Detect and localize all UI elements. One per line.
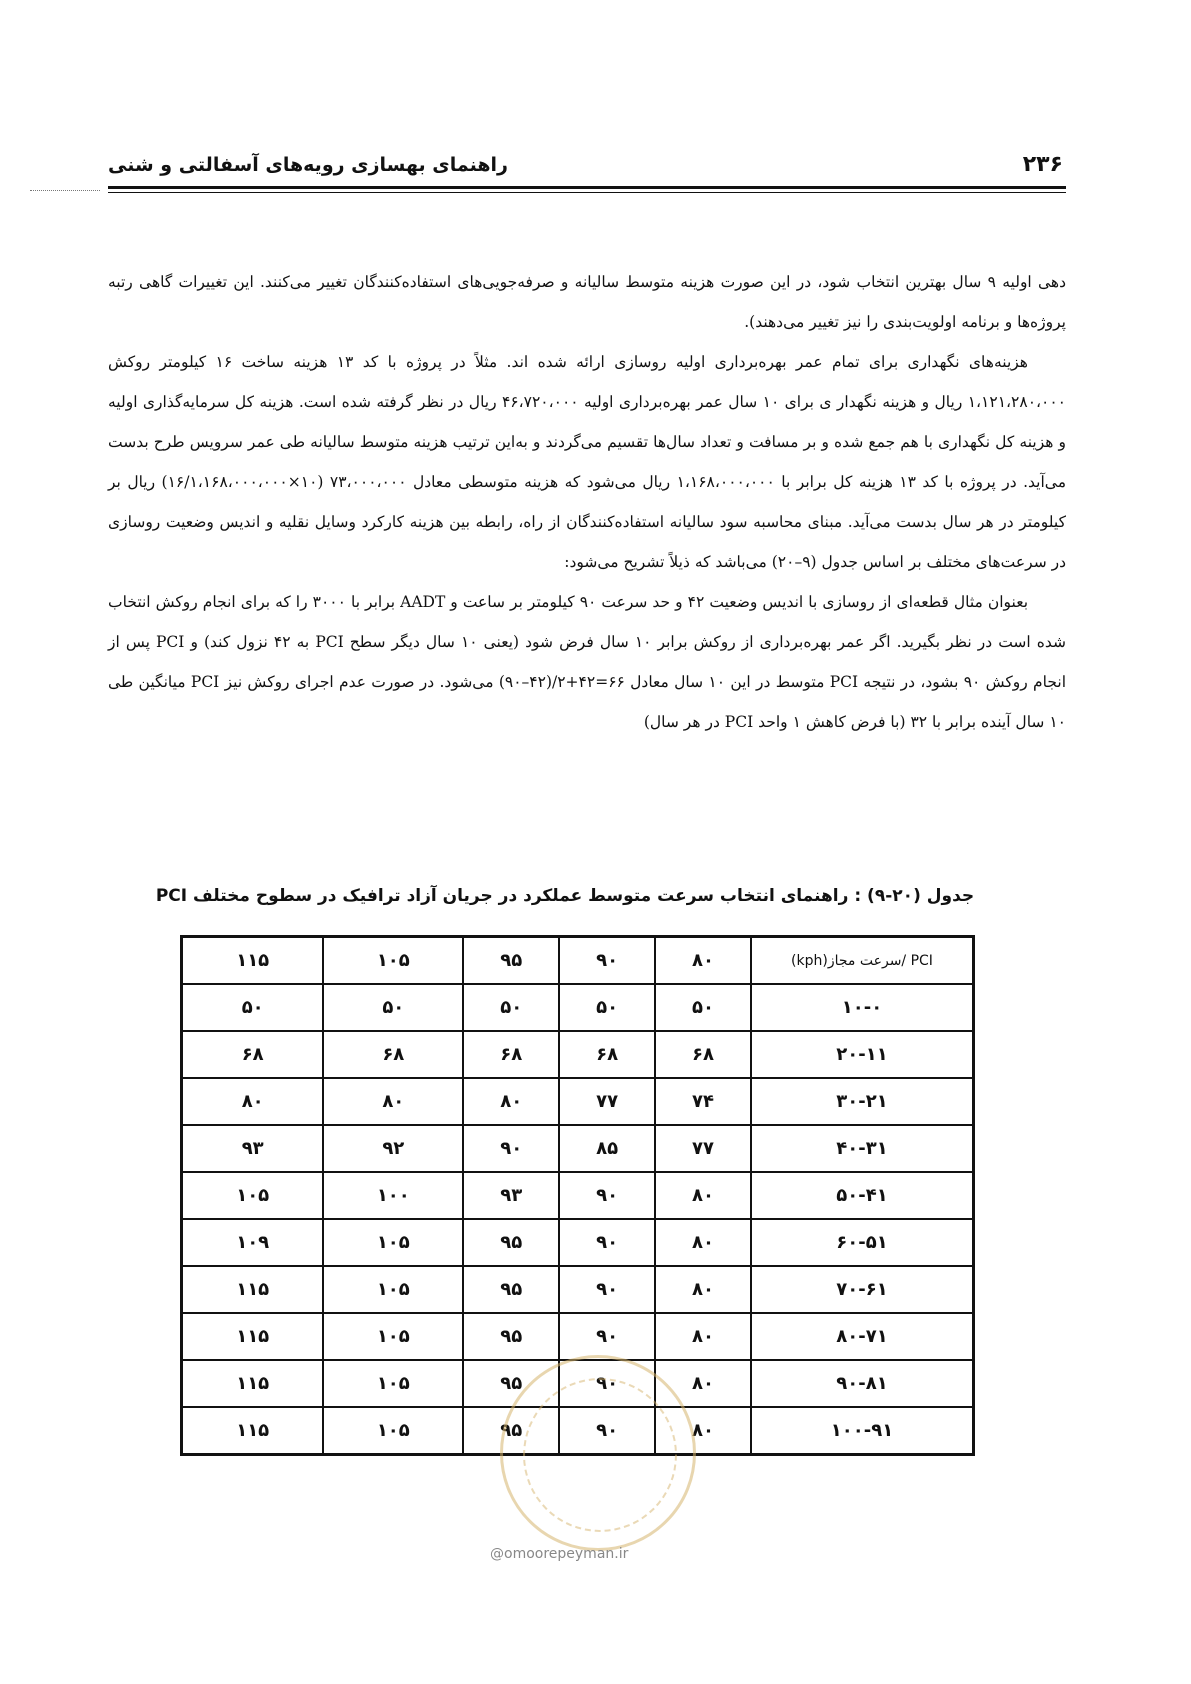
speed-header: ۹۵ [463,937,559,985]
speed-value-cell: ۷۴ [655,1078,751,1125]
speed-value-cell: ۹۵ [463,1407,559,1455]
speed-value-cell: ۹۰ [463,1125,559,1172]
speed-value-cell: ۸۵ [559,1125,655,1172]
speed-value-cell: ۶۸ [323,1031,463,1078]
speed-value-cell: ۹۰ [559,1172,655,1219]
paragraph: هزینه‌های نگهداری برای تمام عمر بهره‌برداری اولیه روسازی ارائه شده اند. مثلاً در پروژه با کد ۱۳ هزینه ساخت ۱۶ کیلومتر روکش ۱،۱۲۱،۲۸۰،۰۰۰ ریال و هزینه نگهدار ی برای ۱۰ سال عمر بهره‌برداری اولیه ۴۶،۷۲۰،۰۰۰ ریال در نظر گرفته شده است. هزینه کل سرمایه‌گذاری اولیه و هزینه کل نگهداری با هم جمع شده و بر مسافت و تعداد سال‌ها تقسیم می‌گردند و به‌این ترتیب هزینه متوسط سالیانه طی عمر سرویس طرح بدست می‌آید. در پروژه با کد ۱۳ هزینه کل برابر با ۱،۱۶۸،۰۰۰،۰۰۰ ریال می‌شود که هزینه متوسطی معادل ۷۳،۰۰۰،۰۰۰ (۱۰×۱۶/۱،۱۶۸،۰۰۰،۰۰۰) ریال بر کیلومتر در هر سال بدست می‌آید. مبنای محاسبه سود سالیانه استفاده‌کنندگان از راه، رابطه بین هزینه کارکرد وسایل نقلیه و اندیس وضعیت روسازی در سرعت‌های مختلف بر اساس جدول (۹–۲۰) می‌باشد که ذیلاً تشریح می‌شود: [108,353,1066,571]
speed-value-cell: ۱۱۵ [182,1360,324,1407]
speed-value-cell: ۶۸ [559,1031,655,1078]
speed-header: ۹۰ [559,937,655,985]
speed-value-cell: ۹۵ [463,1360,559,1407]
speed-value-cell: ۵۰ [463,984,559,1031]
table-row [182,1266,974,1313]
speed-value-cell: ۹۵ [463,1266,559,1313]
speed-value-cell: ۹۲ [323,1125,463,1172]
speed-value-cell: ۹۰ [559,1360,655,1407]
speed-value-cell: ۱۰۹ [182,1219,324,1266]
pci-range-cell: ۷۰-۶۱ [751,1266,974,1313]
scan-artifact [30,190,100,191]
speed-value-cell: ۸۰ [655,1407,751,1455]
pci-range-cell: ۲۰-۱۱ [751,1031,974,1078]
speed-value-cell: ۷۷ [655,1125,751,1172]
speed-value-cell: ۶۸ [463,1031,559,1078]
speed-value-cell: ۱۰۵ [323,1219,463,1266]
speed-value-cell: ۱۰۵ [182,1172,324,1219]
table-row [182,1125,974,1172]
speed-value-cell: ۸۰ [655,1266,751,1313]
speed-value-cell: ۱۰۵ [323,1266,463,1313]
speed-value-cell: ۹۰ [559,1313,655,1360]
pci-range-cell: ۴۰-۳۱ [751,1125,974,1172]
speed-value-cell: ۹۰ [559,1266,655,1313]
page-number: ۲۳۶ [1022,152,1063,177]
speed-value-cell: ۶۸ [182,1031,324,1078]
speed-value-cell: ۱۱۵ [182,1407,324,1455]
book-title: راهنمای بهسازی رویه‌های آسفالتی و شنی [108,154,508,176]
table-caption: جدول (۲۰-۹) : راهنمای انتخاب سرعت متوسط عملکرد در جریان آزاد ترافیک در سطوح مختلف PCI [155,886,975,906]
body-text [108,262,1066,742]
header-rule-thick [108,186,1066,189]
pci-range-cell: ۸۰-۷۱ [751,1313,974,1360]
speed-value-cell: ۵۰ [559,984,655,1031]
table-row [182,1313,974,1360]
watermark-url: @omoorepeyman.ir [490,1546,629,1562]
speed-value-cell: ۸۰ [655,1360,751,1407]
table-row [182,1031,974,1078]
speed-value-cell: ۱۰۵ [323,1407,463,1455]
speed-header: ۸۰ [655,937,751,985]
speed-value-cell: ۹۵ [463,1219,559,1266]
corner-header: PCI /سرعت مجاز(kph) [751,937,974,985]
pci-range-cell: ۳۰-۲۱ [751,1078,974,1125]
pci-range-cell: ۱۰-۰ [751,984,974,1031]
table-header-row [182,937,974,985]
pci-range-cell: ۱۰۰-۹۱ [751,1407,974,1455]
speed-header: ۱۰۵ [323,937,463,985]
speed-value-cell: ۸۰ [463,1078,559,1125]
speed-value-cell: ۱۱۵ [182,1266,324,1313]
table-row [182,1172,974,1219]
speed-value-cell: ۸۰ [655,1219,751,1266]
stamp-inner-ring [523,1378,677,1532]
speed-value-cell: ۸۰ [655,1172,751,1219]
table-row [182,1078,974,1125]
speed-value-cell: ۵۰ [323,984,463,1031]
speed-value-cell: ۵۰ [655,984,751,1031]
speed-value-cell: ۸۰ [655,1313,751,1360]
speed-value-cell: ۱۰۵ [323,1360,463,1407]
speed-value-cell: ۱۱۵ [182,1313,324,1360]
speed-value-cell: ۹۳ [182,1125,324,1172]
speed-value-cell: ۱۰۰ [323,1172,463,1219]
paragraph: دهی اولیه ۹ سال بهترین انتخاب شود، در این صورت هزینه متوسط سالیانه و صرفه‌جویی‌های استفاده‌کنندگان تغییر می‌کنند. این تغییرات گاهی رتبه پروژه‌ها و برنامه اولویت‌بندی را نیز تغییر می‌دهند). [108,273,1066,331]
speed-value-cell: ۸۰ [323,1078,463,1125]
stamp-seal [500,1355,696,1551]
speed-value-cell: ۷۷ [559,1078,655,1125]
speed-value-cell: ۹۰ [559,1219,655,1266]
speed-value-cell: ۹۳ [463,1172,559,1219]
speed-value-cell: ۵۰ [182,984,324,1031]
table-row [182,984,974,1031]
table-row [182,1219,974,1266]
speed-value-cell: ۹۰ [559,1407,655,1455]
page-header [108,152,1063,188]
speed-value-cell: ۶۸ [655,1031,751,1078]
paragraph: بعنوان مثال قطعه‌ای از روسازی با اندیس وضعیت ۴۲ و حد سرعت ۹۰ کیلومتر بر ساعت و AADT برابر با ۳۰۰۰ را که برای انجام روکش انتخاب شده است در نظر بگیرید. اگر عمر بهره‌برداری از روکش برابر ۱۰ سال فرض شود (یعنی ۱۰ سال دیگر سطح PCI به ۴۲ نزول کند) و PCI پس از انجام روکش ۹۰ بشود، در نتیجه PCI متوسط در این ۱۰ سال معادل ۶۶=۴۲+۲/(۴۲–۹۰) می‌شود. در صورت عدم اجرای روکش نیز PCI میانگین طی ۱۰ سال آینده برابر با ۳۲ (با فرض کاهش ۱ واحد PCI در هر سال) [108,593,1066,731]
speed-value-cell: ۹۵ [463,1313,559,1360]
pci-range-cell: ۶۰-۵۱ [751,1219,974,1266]
speed-value-cell: ۸۰ [182,1078,324,1125]
pci-range-cell: ۹۰-۸۱ [751,1360,974,1407]
pci-range-cell: ۵۰-۴۱ [751,1172,974,1219]
speed-header: ۱۱۵ [182,937,324,985]
speed-value-cell: ۱۰۵ [323,1313,463,1360]
header-rule-thin [108,192,1066,193]
